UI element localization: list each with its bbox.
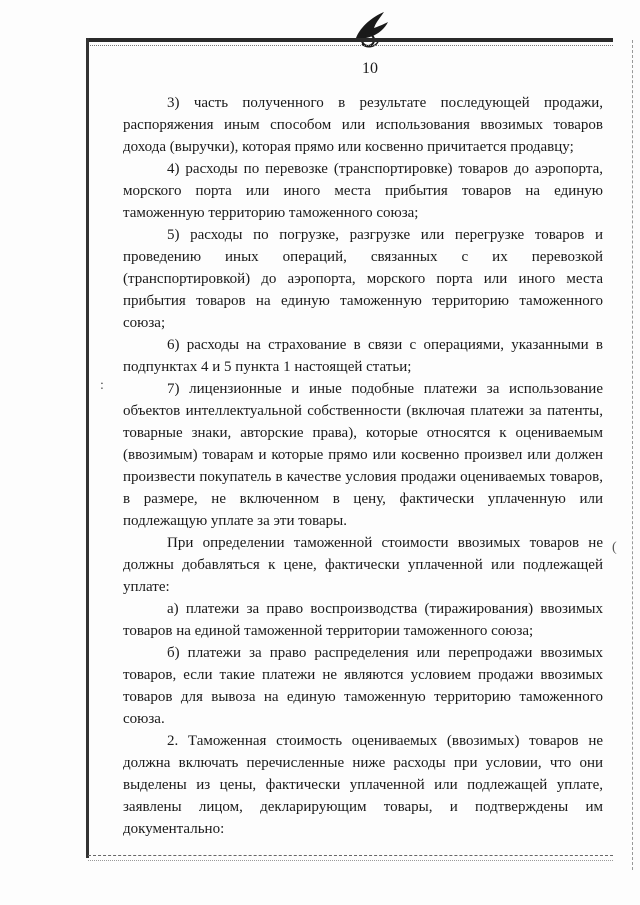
right-border bbox=[632, 40, 634, 870]
emblem-logo-icon bbox=[350, 8, 390, 50]
page-number: 10 bbox=[362, 60, 378, 77]
paragraph-exclusions-intro: При определении таможенной стоимости ввозимых товаров не должны добавляться к цене, фактически уплаченной или подлежащей уплате: bbox=[123, 535, 603, 595]
paragraph-item-7: 7) лицензионные и иные подобные платежи за использование объектов интеллектуальной собственности (включая платежи за патенты, товарные знаки, авторские права), которые относятся к оцениваемым (ввозимым) товарам и которые прямо или косвенно произвел или должен произвести покупатель в качестве условия продажи оцениваемых товаров, в размере, не включенном в цену, фактически уплаченную или подлежащую уплате за эти товары. bbox=[123, 381, 603, 529]
left-border bbox=[86, 38, 89, 858]
paragraph-section-2: 2. Таможенная стоимость оцениваемых (ввозимых) товаров не должна включать перечисленные ниже расходы при условии, что они выделены из цены, фактически уплаченной или подлежащей уплате, заявлены лицом, декларирующим товары, и подтверждены им документально: bbox=[123, 733, 603, 837]
paragraph-item-5: 5) расходы по погрузке, разгрузке или перегрузке товаров и проведению иных операций, связанных с их перевозкой (транспортировкой) до аэропорта, морского порта или иного места прибытия товаров на единую таможенную территорию таможенного союза; bbox=[123, 227, 603, 331]
bottom-border-dots bbox=[88, 860, 613, 862]
paragraph-item-a: а) платежи за право воспроизводства (тиражирования) ввозимых товаров на единой таможенной территории таможенного союза; bbox=[123, 601, 603, 639]
paragraph-item-6: 6) расходы на страхование в связи с операциями, указанными в подпунктах 4 и 5 пункта 1 настоящей статьи; bbox=[123, 337, 603, 375]
document-body bbox=[123, 92, 603, 840]
top-border bbox=[88, 38, 613, 42]
top-border-dots bbox=[88, 45, 613, 47]
right-margin-mark: ( bbox=[612, 540, 617, 555]
paragraph-item-b: б) платежи за право распределения или перепродажи ввозимых товаров, если такие платежи не являются условием продажи ввозимых товаров для вывоза на единую таможенную территорию таможенного союза. bbox=[123, 645, 603, 727]
left-margin-mark: : bbox=[100, 378, 104, 393]
bottom-border bbox=[88, 855, 613, 857]
paragraph-item-3: 3) часть полученного в результате последующей продажи, распоряжения иным способом или использования ввозимых товаров дохода (выручки), которая прямо или косвенно причитается продавцу; bbox=[123, 95, 603, 155]
paragraph-item-4: 4) расходы по перевозке (транспортировке) товаров до аэропорта, морского порта или иного места прибытия товаров на единую таможенную территорию таможенного союза; bbox=[123, 161, 603, 221]
